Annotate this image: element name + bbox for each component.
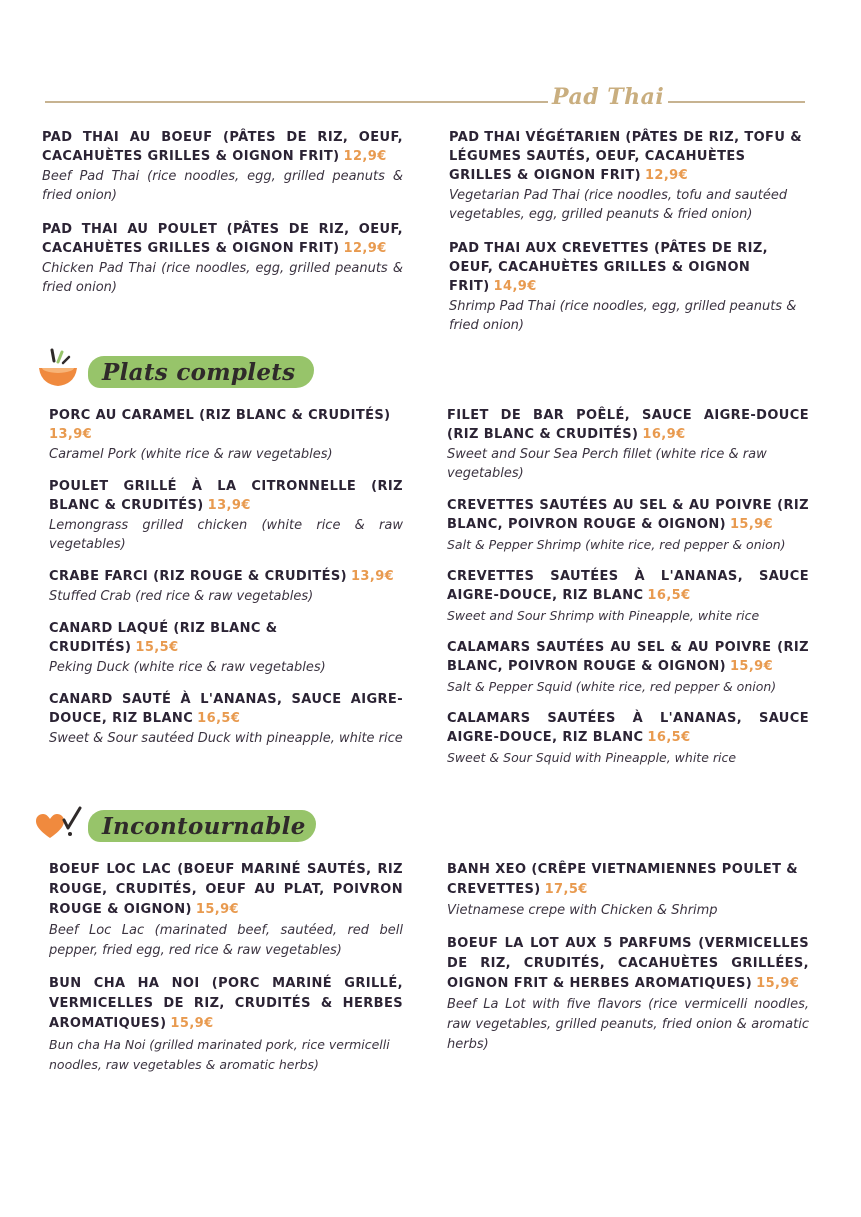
menu-item (49, 406, 403, 464)
pad-thai-divider (45, 101, 805, 103)
item-name: BOEUF LOC LAC (BOEUF MARINÉ SAUTÉS, RIZ ROUGE, CRUDITÉS, OEUF AU PLAT, POIVRON ROUGE & OIGNON) 15,9€ (49, 862, 403, 917)
plats-right-column (447, 406, 809, 767)
item-description: Beef Pad Thai (rice noodles, egg, grilled peanuts & fried onion) (42, 169, 403, 203)
item-description: Stuffed Crab (red rice & raw vegetables) (49, 589, 314, 604)
item-name: BUN CHA HA NOI (PORC MARINÉ GRILLÉ, VERMICELLES DE RIZ, CRUDITÉS & HERBES AROMATIQUES) 15,9€ (49, 976, 403, 1031)
item-description: Bun cha Ha Noi (grilled marinated pork, rice vermicelli noodles, raw vegetables & aromatic herbs) (49, 1037, 390, 1072)
item-price: 13,9€ (49, 427, 93, 442)
incontournable-right-column (447, 860, 809, 1055)
item-price: 12,9€ (343, 149, 387, 164)
incontournable-header (88, 810, 316, 842)
item-description: Vegetarian Pad Thai (rice noodles, tofu and sautéed vegetables, egg, grilled peanuts & fried onion) (449, 188, 788, 222)
item-description: Salt & Pepper Squid (white rice, red pepper & onion) (447, 679, 777, 694)
item-name: CANARD SAUTÉ À L'ANANAS, SAUCE AIGRE-DOUCE, RIZ BLANC 16,5€ (49, 692, 403, 726)
item-description: Beef La Lot with five flavors (rice vermicelli noodles, raw vegetables, grilled peanuts, fried onion & aromatic herbs) (447, 997, 809, 1052)
menu-item (49, 860, 403, 961)
incontournable-title: Incontournable (102, 812, 306, 840)
menu-item (449, 128, 807, 224)
item-price: 12,9€ (644, 168, 689, 183)
item-name: CREVETTES SAUTÉES À L'ANANAS, SAUCE AIGRE-DOUCE, RIZ BLANC 16,5€ (447, 569, 809, 603)
item-name: PAD THAI AUX CREVETTES (PÂTES DE RIZ, OEUF, CACAHUÈTES GRILLES & OIGNON FRIT) 14,9€ (449, 241, 768, 294)
item-price: 17,5€ (544, 882, 588, 897)
menu-item (447, 567, 809, 625)
item-name: PAD THAI AU POULET (PÂTES DE RIZ, OEUF, CACAHUÈTES GRILLES & OIGNON FRIT) 12,9€ (42, 222, 403, 256)
pad-thai-title: Pad Thai (548, 84, 668, 110)
menu-item (42, 220, 403, 297)
plats-complets-title: Plats complets (102, 358, 296, 386)
item-description: Sweet & Sour Squid with Pineapple, white rice (447, 750, 737, 765)
item-price: 15,5€ (135, 640, 179, 655)
item-price: 14,9€ (493, 279, 537, 294)
item-name: FILET DE BAR POÊLÉ, SAUCE AIGRE-DOUCE (RIZ BLANC & CRUDITÉS) 16,9€ (447, 408, 809, 442)
item-name: CALAMARS SAUTÉES À L'ANANAS, SAUCE AIGRE-DOUCE, RIZ BLANC 16,5€ (447, 711, 809, 745)
item-name: BOEUF LA LOT AUX 5 PARFUMS (VERMICELLES DE RIZ, CRUDITÉS, CACAHUÈTES GRILLÉES, OIGNON FRIT & HERBES AROMATIQUES) 15,9€ (447, 936, 809, 991)
item-description: Shrimp Pad Thai (rice noodles, egg, grilled peanuts & fried onion) (449, 299, 797, 333)
item-description: Peking Duck (white rice & raw vegetables) (49, 660, 326, 675)
item-price: 15,9€ (729, 517, 774, 532)
heart-check-icon (34, 804, 84, 844)
menu-item (449, 239, 807, 335)
pad-thai-right-column (449, 128, 807, 335)
item-description: Sweet & Sour sautéed Duck with pineapple, white rice (49, 731, 403, 746)
item-name: CALAMARS SAUTÉES AU SEL & AU POIVRE (RIZ BLANC, POIVRON ROUGE & OIGNON) 15,9€ (447, 640, 809, 674)
item-name: CANARD LAQUÉ (RIZ BLANC & CRUDITÉS) 15,5€ (49, 621, 278, 655)
item-name: PAD THAI AU BOEUF (PÂTES DE RIZ, OEUF, CACAHUÈTES GRILLES & OIGNON FRIT) 12,9€ (42, 130, 403, 164)
item-description: Lemongrass grilled chicken (white rice & raw vegetables) (49, 518, 403, 552)
item-description: Chicken Pad Thai (rice noodles, egg, grilled peanuts & fried onion) (42, 261, 403, 295)
item-description: Salt & Pepper Shrimp (white rice, red pepper & onion) (447, 537, 786, 552)
item-price: 16,5€ (647, 730, 691, 745)
item-description: Sweet and Sour Sea Perch fillet (white rice & raw vegetables) (447, 447, 767, 481)
item-price: 15,9€ (756, 976, 800, 991)
item-name: CREVETTES SAUTÉES AU SEL & AU POIVRE (RIZ BLANC, POIVRON ROUGE & OIGNON) 15,9€ (447, 498, 809, 532)
plats-left-column (49, 406, 403, 748)
item-name: PORC AU CARAMEL (RIZ BLANC & CRUDITÉS) 13,9€ (49, 408, 391, 442)
item-price: 12,9€ (343, 241, 387, 256)
item-name: PAD THAI VÉGÉTARIEN (PÂTES DE RIZ, TOFU & LÉGUMES SAUTÉS, OEUF, CACAHUÈTES GRILLES & OIGNON FRIT) 12,9€ (449, 130, 802, 183)
item-price: 16,5€ (197, 711, 241, 726)
item-name: POULET GRILLÉ À LA CITRONNELLE (RIZ BLANC & CRUDITÉS) 13,9€ (49, 479, 403, 513)
menu-item (49, 567, 403, 606)
menu-item (49, 974, 403, 1075)
menu-item (447, 638, 809, 696)
menu-item (447, 406, 809, 483)
item-description: Vietnamese crepe with Chicken & Shrimp (447, 903, 718, 918)
menu-item (447, 496, 809, 554)
item-description: Sweet and Sour Shrimp with Pineapple, white rice (447, 608, 760, 623)
menu-item (447, 934, 809, 1055)
plats-complets-header (88, 356, 314, 388)
pad-thai-left-column (42, 128, 403, 297)
item-price: 16,9€ (642, 427, 686, 442)
item-price: 15,9€ (195, 902, 239, 917)
menu-item (447, 709, 809, 767)
menu-item (49, 690, 403, 748)
item-price: 13,9€ (350, 569, 395, 584)
item-name: BANH XEO (CRÊPE VIETNAMIENNES POULET & CREVETTES) 17,5€ (447, 862, 799, 897)
item-price: 15,9€ (170, 1016, 214, 1031)
incontournable-left-column (49, 860, 403, 1075)
item-description: Caramel Pork (white rice & raw vegetables) (49, 447, 333, 462)
item-price: 16,5€ (647, 588, 691, 603)
item-price: 15,9€ (729, 659, 774, 674)
bowl-icon (36, 346, 80, 390)
menu-item (49, 477, 403, 554)
menu-item (447, 860, 809, 921)
menu-item (42, 128, 403, 205)
item-name: CRABE FARCI (RIZ ROUGE & CRUDITÉS) 13,9€ (49, 569, 395, 584)
item-price: 13,9€ (207, 498, 251, 513)
menu-item (49, 619, 403, 677)
item-description: Beef Loc Lac (marinated beef, sautéed, red bell pepper, fried egg, red rice & raw vegetables) (49, 923, 403, 958)
